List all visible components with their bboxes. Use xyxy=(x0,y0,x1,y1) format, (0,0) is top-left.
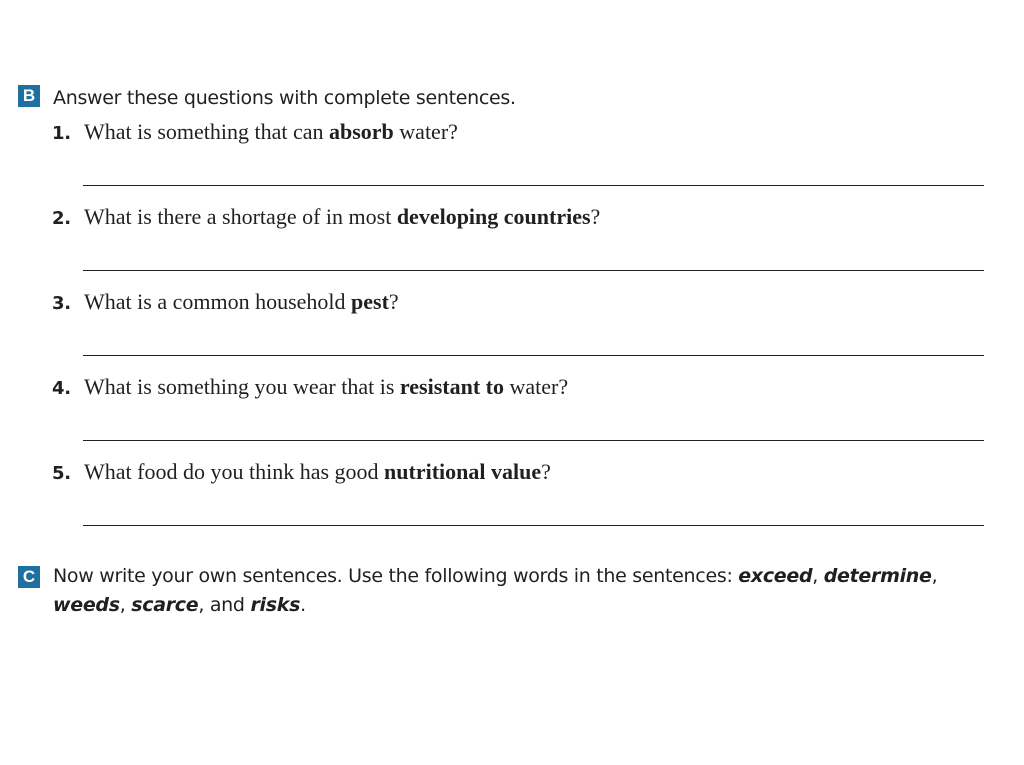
question-list xyxy=(52,119,984,544)
answer-line[interactable] xyxy=(83,185,984,186)
question-text: What is there a shortage of in most developing countries? xyxy=(84,204,601,229)
answer-line[interactable] xyxy=(83,270,984,271)
question-number: 5. xyxy=(52,463,71,484)
question-number: 2. xyxy=(52,208,71,229)
vocab-word: scarce xyxy=(131,594,199,616)
section-c-badge: C xyxy=(18,566,40,588)
section-b-heading xyxy=(18,84,984,113)
question-number: 1. xyxy=(52,123,71,144)
question-text: What is something you wear that is resistant to water? xyxy=(84,374,569,399)
section-c xyxy=(18,565,984,620)
vocab-word: risks xyxy=(250,594,301,616)
question-keyword: pest xyxy=(351,289,389,314)
question-keyword: nutritional value xyxy=(384,459,542,484)
question-item xyxy=(52,119,984,204)
question-text: What is something that can absorb water? xyxy=(84,119,458,144)
section-c-instruction: Now write your own sentences. Use the following words in the sentences: exceed, determine, weeds, scarce, and risks. xyxy=(53,565,938,616)
section-b-instruction: Answer these questions with complete sentences. xyxy=(53,87,516,109)
section-c-heading xyxy=(18,565,984,620)
vocab-word: exceed xyxy=(738,565,813,587)
question-number: 4. xyxy=(52,378,71,399)
question-item xyxy=(52,204,984,289)
vocab-word: weeds xyxy=(53,594,120,616)
question-item xyxy=(52,374,984,459)
question-item xyxy=(52,459,984,544)
question-text: What food do you think has good nutritional value? xyxy=(84,459,551,484)
section-b xyxy=(18,84,984,484)
question-keyword: developing countries xyxy=(396,204,591,229)
question-item xyxy=(52,289,984,374)
vocab-word: determine xyxy=(823,565,932,587)
answer-line[interactable] xyxy=(83,525,984,526)
answer-line[interactable] xyxy=(83,355,984,356)
section-b-badge: B xyxy=(18,85,40,107)
answer-line[interactable] xyxy=(83,440,984,441)
question-number: 3. xyxy=(52,293,71,314)
question-text: What is a common household pest? xyxy=(84,289,399,314)
question-keyword: resistant to xyxy=(399,374,504,399)
question-keyword: absorb xyxy=(329,119,394,144)
